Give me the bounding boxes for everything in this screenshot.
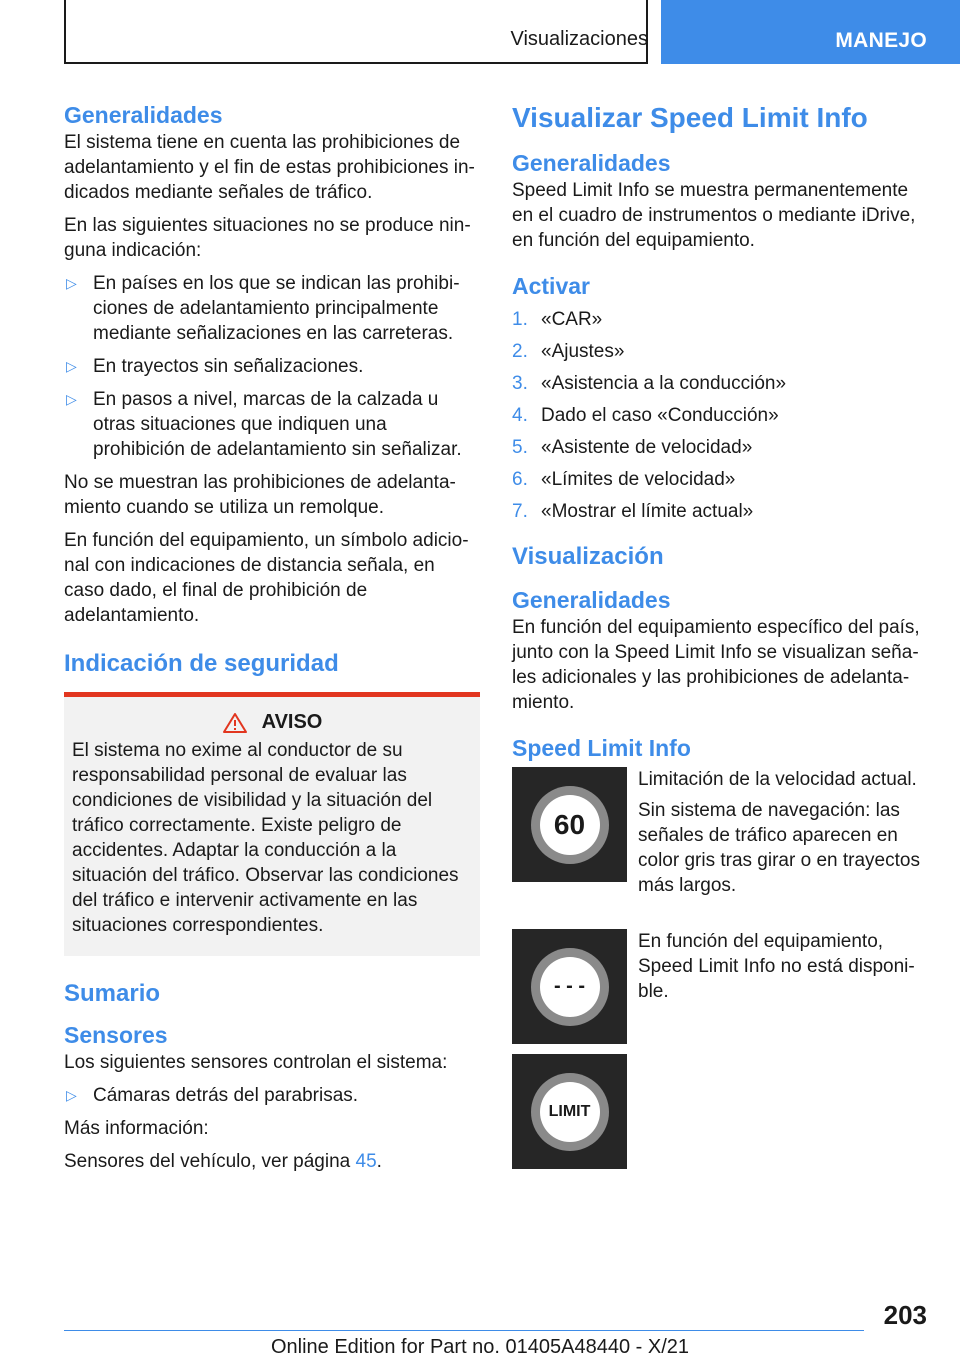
warning-text: El sistema no exime al conductor de su responsabilidad personal de evaluar las condiciones de visibilidad y la situación del tráfico correctamente. Existe peligro de accidentes. Adaptar la conducción a la situación del tráfico. Observar las condiciones del tráfico e intervenir activamente en las situaciones correspondientes. [72, 740, 459, 936]
safety-heading: Indicación de seguridad [64, 650, 339, 677]
sumario-heading: Sumario [64, 980, 161, 1007]
triangle-bullet-icon: ▷ [66, 391, 77, 407]
speed-limit-limit-icon: LIMIT [512, 1054, 627, 1169]
warning-triangle-icon [222, 712, 248, 734]
list-item: 2. «Ajustes» [512, 341, 625, 362]
list-item: 6. «Límites de velocidad» [512, 469, 736, 490]
bullet-list [64, 271, 480, 462]
page-link[interactable]: 45 [355, 1151, 377, 1172]
generalidades-heading: Generalidades [64, 102, 223, 128]
list-item: 5. «Asistente de velocidad» [512, 437, 753, 458]
triangle-bullet-icon: ▷ [66, 275, 77, 291]
paragraph: En las siguientes situaciones no se produce ninguna indicación: [64, 215, 471, 261]
footer-rule [64, 1330, 864, 1331]
triangle-bullet-icon: ▷ [66, 358, 77, 374]
sli-row-unavailable [512, 929, 924, 1044]
sensores-heading: Sensores [64, 1022, 168, 1048]
sli-heading: Speed Limit Info [512, 735, 691, 761]
paragraph: En función del equipamiento, Speed Limit Info no está disponible. [638, 931, 915, 1002]
list-item: ▷ Cámaras detrás del parabrisas. [66, 1085, 359, 1106]
paragraph: Speed Limit Info se muestra permanentemente en el cuadro de instrumentos o mediante iDrive, en función del equipamiento. [512, 180, 916, 251]
list-item: 4. Dado el caso «Conducción» [512, 405, 779, 426]
sli-row-60 [512, 767, 924, 904]
visualizacion-heading: Visualización [512, 543, 664, 570]
paragraph: En función del equipamiento específico del país, junto con la Speed Limit Info se visualizan señales adicionales y las prohibiciones de adelantamiento. [512, 617, 920, 713]
footer-edition: Online Edition for Part no. 01405A48440 - X/21 [270, 1336, 690, 1358]
sli-row-limit [512, 1054, 924, 1169]
warning-title-label: AVISO [261, 711, 323, 733]
speed-limit-info-heading: Visualizar Speed Limit Info [512, 102, 868, 133]
paragraph: En función del equipamiento, un símbolo adicional con indicaciones de distancia señala, en caso dado, el final de prohibición de adelantamiento. [64, 530, 469, 626]
activar-heading: Activar [512, 273, 590, 299]
header-chapter-label: MANEJO [835, 29, 927, 52]
paragraph: Los siguientes sensores controlan el sistema: [64, 1052, 448, 1073]
sli-text [638, 767, 924, 904]
paragraph: Limitación de la velocidad actual. [638, 769, 917, 790]
bullet-list [64, 1083, 480, 1108]
header-section-title: Visualizaciones [510, 28, 648, 50]
list-item: ▷ En países en los que se indican las prohibiciones de adelantamiento principalmente mediante señalizaciones en las carreteras. [66, 273, 460, 344]
paragraph: No se muestran las prohibiciones de adelantamiento cuando se utiliza un remolque. [64, 472, 456, 518]
right-column [512, 100, 924, 1169]
list-item: 1. «CAR» [512, 309, 603, 330]
page-number: 203 [883, 1300, 927, 1330]
triangle-bullet-icon: ▷ [66, 1087, 77, 1103]
left-column [64, 100, 480, 1174]
list-item: ▷ En pasos a nivel, marcas de la calzada u otras situaciones que indiquen una prohibición de adelantamiento sin señalizar. [66, 389, 462, 460]
warning-box [64, 697, 480, 956]
header-chapter-tab [661, 0, 960, 64]
speed-limit-60-icon: 60 [512, 767, 627, 882]
paragraph: El sistema tiene en cuenta las prohibiciones de adelantamiento y el fin de estas prohibiciones indicados mediante señales de tráfico. [64, 132, 475, 203]
speed-limit-unavailable-icon: - - - [512, 929, 627, 1044]
list-item: 7. «Mostrar el límite actual» [512, 501, 754, 522]
generalidades-heading: Generalidades [512, 150, 671, 176]
paragraph: Más información: [64, 1118, 209, 1139]
paragraph: Sin sistema de navegación: las señales de tráfico aparecen en color gris tras girar o en trayectos más largos. [638, 800, 920, 896]
generalidades-heading: Generalidades [512, 587, 671, 613]
list-item: ▷ En trayectos sin señalizaciones. [66, 356, 364, 377]
warning-title [72, 711, 472, 734]
steps-list [512, 307, 924, 524]
cross-reference: Sensores del vehículo, ver página 45. [64, 1151, 382, 1172]
sli-text [638, 929, 924, 1044]
list-item: 3. «Asistencia a la conducción» [512, 373, 787, 394]
